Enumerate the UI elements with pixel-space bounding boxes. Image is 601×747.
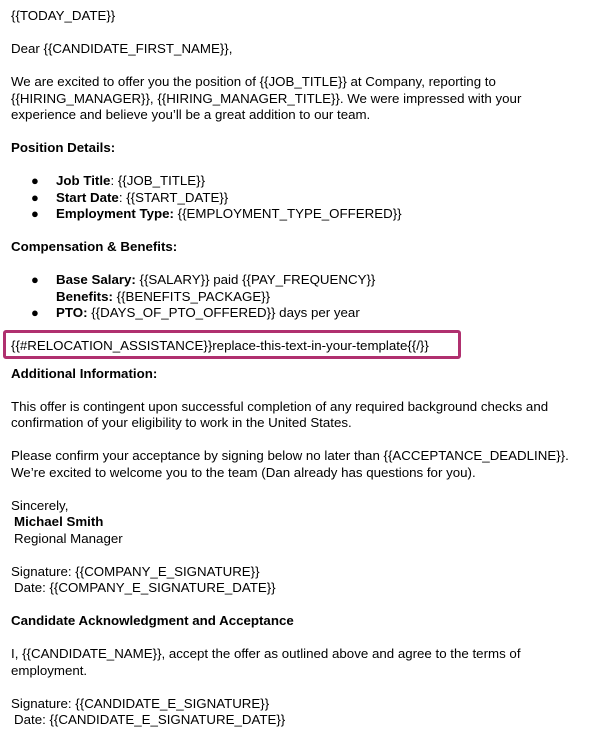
acceptance-paragraph [11,448,596,481]
candidate-signature: Signature: {{CANDIDATE_E_SIGNATURE}} [11,695,270,711]
signoff-block [11,498,596,548]
intro-line: {{HIRING_MANAGER}}, {{HIRING_MANAGER_TITLE}}. We were impressed with your [11,90,522,106]
intro-line: We are excited to offer you the position of {{JOB_TITLE}} at Company, reporting to [11,74,496,89]
paragraph-line: We’re excited to welcome you to the team (Dan already has questions for you). [11,464,476,480]
paragraph-line: This offer is contingent upon successful completion of any required background checks and [11,398,549,414]
compensation-heading: Compensation & Benefits: [11,239,178,254]
additional-info-paragraph [11,399,596,432]
intro-paragraph [11,74,596,124]
position-details-heading: Position Details: [11,140,116,155]
greeting: Dear {{CANDIDATE_FIRST_NAME}}, [11,41,233,56]
item-separator: : [110,173,118,188]
pto-value: {{DAYS_OF_PTO_OFFERED}} days per year [87,305,360,320]
salary-value: {{SALARY}} paid {{PAY_FREQUENCY}} [135,272,376,287]
bullet-icon: ● [31,272,39,287]
offer-letter-document [11,8,596,729]
salary-label: Base Salary: [56,272,136,287]
candidate-acknowledgment-heading: Candidate Acknowledgment and Acceptance [11,613,294,628]
item-label: Start Date [56,189,119,205]
closing: Sincerely, [11,497,69,513]
relocation-placeholder [11,338,596,355]
relocation-text: {{#RELOCATION_ASSISTANCE}}replace-this-text-in-your-template{{/}} [11,338,429,353]
company-signature-date: Date: {{COMPANY_E_SIGNATURE_DATE}} [14,580,276,595]
company-signature: Signature: {{COMPANY_E_SIGNATURE}} [11,563,260,579]
benefits-label: Benefits: [56,288,113,304]
today-date: {{TODAY_DATE}} [11,8,116,23]
item-label: Employment Type: [56,206,174,221]
item-value: {{START_DATE}} [126,189,229,205]
paragraph-line: confirmation of your eligibility to work in the United States. [11,415,352,430]
highlight-box [3,330,461,359]
list-item [11,272,596,289]
paragraph-line: employment. [11,662,88,678]
bullet-icon: ● [31,305,39,320]
paragraph-line: I, {{CANDIDATE_NAME}}, accept the offer as outlined above and agree to the terms of [11,646,521,661]
list-item [11,305,596,322]
list-item-continuation [11,289,596,306]
candidate-signature-date: Date: {{CANDIDATE_E_SIGNATURE_DATE}} [14,712,286,727]
item-label: Job Title [56,173,111,188]
position-details-list [11,173,596,223]
list-item [11,190,596,207]
bullet-icon: ● [31,173,39,188]
pto-label: PTO: [56,305,88,320]
item-value: {{EMPLOYMENT_TYPE_OFFERED}} [177,206,402,221]
benefits-value: {{BENEFITS_PACKAGE}} [112,288,271,304]
list-item [11,173,596,190]
bullet-icon: ● [31,206,39,221]
signer-title: Regional Manager [14,530,123,546]
list-item [11,206,596,223]
paragraph-line: Please confirm your acceptance by signing below no later than {{ACCEPTANCE_DEADLINE}}. [11,448,569,463]
candidate-signature-block [11,696,596,729]
intro-line: experience and believe you’ll be a great addition to our team. [11,107,371,122]
candidate-acknowledgment-paragraph [11,646,596,679]
item-separator: : [118,189,127,205]
item-value: {{JOB_TITLE}} [117,173,206,188]
company-signature-block [11,564,596,597]
compensation-list [11,272,596,322]
signer-name: Michael Smith [14,514,104,529]
bullet-icon: ● [31,189,39,205]
additional-info-heading: Additional Information: [11,365,158,381]
